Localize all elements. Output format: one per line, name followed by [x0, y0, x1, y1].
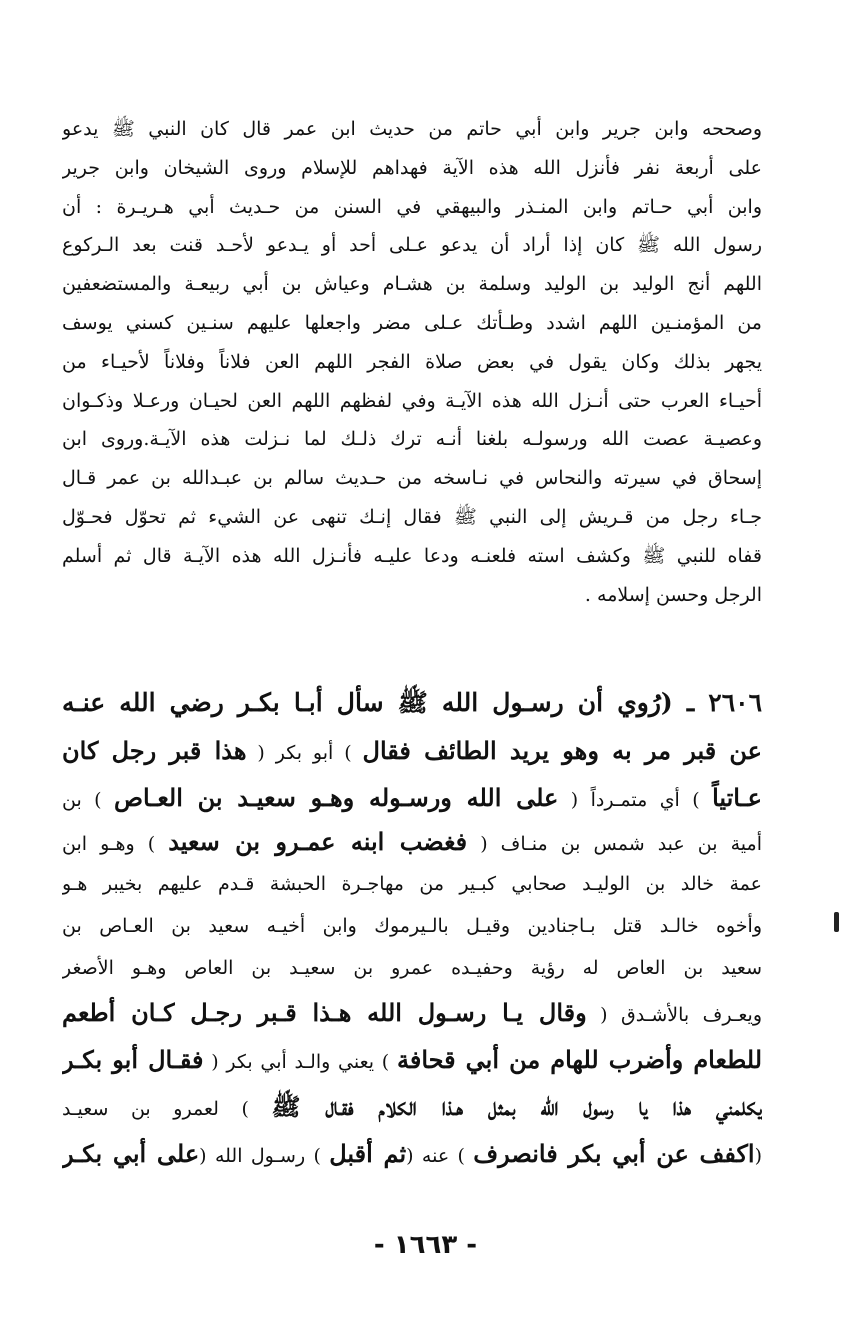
footnote-text	[62, 110, 762, 614]
commentary-text: ) عنه (	[406, 1145, 465, 1167]
footnote-line: اللهم أنج الوليد بن الوليد وسلمة بن هشـام وعياش بن أبي ربيعـة والمستضعفين	[62, 273, 762, 296]
footnote-line: جـاء رجل من قـريش إلى النبي ﷺ فقال إنـك تنهى عن الشيء ثم تحوّل فحـوّل	[62, 505, 762, 528]
commentary-text: ) وهـو ابن	[62, 833, 156, 855]
commentary-text: أمية بن عبد شمس بن منـاف (	[480, 833, 762, 855]
hadith-text: اكفف عن أبي بكر فانصرف	[473, 1139, 755, 1168]
hadith-text: فغضب ابنه عمـرو بن سعيد	[168, 827, 468, 856]
hadith-text: وقال يـا رسـول الله هـذا قـبر رجـل كـان أطعم	[62, 998, 587, 1027]
hadith-line	[62, 989, 762, 1036]
page-number: - ١٦٦٣ -	[373, 1230, 478, 1260]
footnote-line: أحيـاء العرب حتى أنـزل الله هذه الآيـة وفي لفظهم اللهم العن لحيـان ورعـلا وذكـوان	[62, 389, 762, 412]
commentary-text: (	[754, 1145, 762, 1167]
footnote-line: على أربعة نفر فأنزل الله هذه الآية فهداهم للإسلام وروى الشيخان وابن جرير	[62, 156, 762, 179]
commentary-text: ) يعني والـد أبي بكر (	[211, 1051, 390, 1073]
commentary-text: ) أبو بكر (	[257, 742, 352, 764]
hadith-text: عن قبر مر به وهو يريد الطائف فقال	[362, 736, 762, 765]
hadith-text: فقـال أبو بكـر	[62, 1045, 204, 1074]
hadith-text: ثم أقبل	[329, 1139, 407, 1168]
hadith-text: يكلمني هذا يا رسول الله بمثل هـذا الكلام فقـال ﷺ	[271, 1092, 762, 1121]
hadith-text: عـاتياً	[712, 783, 762, 812]
hadith-line	[62, 1083, 762, 1130]
footnote-line: وعصيـة عصت الله ورسولـه بلغنا أنـه ترك ذلـك لما نـزلت هذه الآيـة.وروى ابن	[62, 428, 762, 451]
hadith-text: على الله ورسـوله وهـو سعيـد بن العـاص	[113, 783, 559, 812]
hadith-line	[62, 821, 762, 863]
commentary-text: ) رسـول الله (	[199, 1145, 321, 1167]
footnote-line: قفاه للنبي ﷺ وكشف استه فلعنـه ودعا عليـه فأنـزل الله هذه الآيـة قال ثم أسلم	[62, 544, 762, 567]
commentary-text: ) أي متمـرداً (	[570, 789, 700, 811]
footnote-line: يجهر بذلك وكان يقول في بعض صلاة الفجر اللهم العن فلاناً وفلاناً لأحيـاء من	[62, 350, 762, 373]
hadith-line	[62, 727, 762, 774]
footnote-line: وصححه وابن جرير وابن أبي حاتم من حديث ابن عمر قال كان النبي ﷺ يدعو	[62, 118, 762, 140]
hadith-entry	[62, 678, 762, 1177]
hadith-text: على أبي بكـر	[62, 1139, 200, 1168]
footnote-line: من المؤمنـين اللهم اشدد وطـأتك عـلى مضر واجعلها عليهم سنـين كسني يوسف	[62, 311, 762, 334]
commentary-text: ) لعمرو بن سعيـد	[62, 1098, 249, 1120]
footnote-line: الرجل وحسن إسلامه .	[584, 583, 762, 606]
margin-mark	[834, 912, 839, 932]
commentary-text: ويعـرف بالأشـدق (	[600, 1004, 762, 1026]
commentary-line: سعيد بن العاص له رؤية وحفيـده عمرو بن سعيـد بن العاص وهـو الأصغر	[62, 957, 762, 979]
hadith-line	[62, 678, 762, 727]
hadith-text: هذا قبر رجل كان	[62, 736, 247, 765]
hadith-line	[62, 1036, 762, 1083]
commentary-line: عمة خالد بن الوليـد صحابي كبـير من مهاجـرة الحبشة قـدم عليهم بخيبر هـو	[62, 873, 762, 895]
footnote-line: رسول الله ﷺ كان إذا أراد أن يدعو عـلى أحد أو يـدعو لأحـد قنت بعد الـركوع	[62, 234, 762, 257]
commentary-text: ) بن	[62, 789, 102, 811]
footnote-line: إسحاق في سيرته والنحاس في نـاسخه من حـديث سالم بن عبـدالله بن عمر قـال	[62, 467, 762, 490]
footnote-line: وابن أبي حـاتم وابن المنـذر والبيهقي في السنن من حـديث أبي هـريـرة : أن	[62, 195, 762, 218]
hadith-text: للطعام وأضرب للهام من أبي قحافة	[396, 1045, 762, 1074]
hadith-line	[62, 774, 762, 821]
hadith-line	[62, 1130, 762, 1177]
hadith-text: ٢٦٠٦ ـ (رُوي أن رسـول الله ﷺ سأل أبـا بكـر رضي الله عنـه	[62, 688, 762, 717]
commentary-line: وأخوه خالـد قتل بـاجنادين وقيـل بالـيرموك وابن أخيـه سعيد بن العـاص بن	[62, 915, 762, 937]
